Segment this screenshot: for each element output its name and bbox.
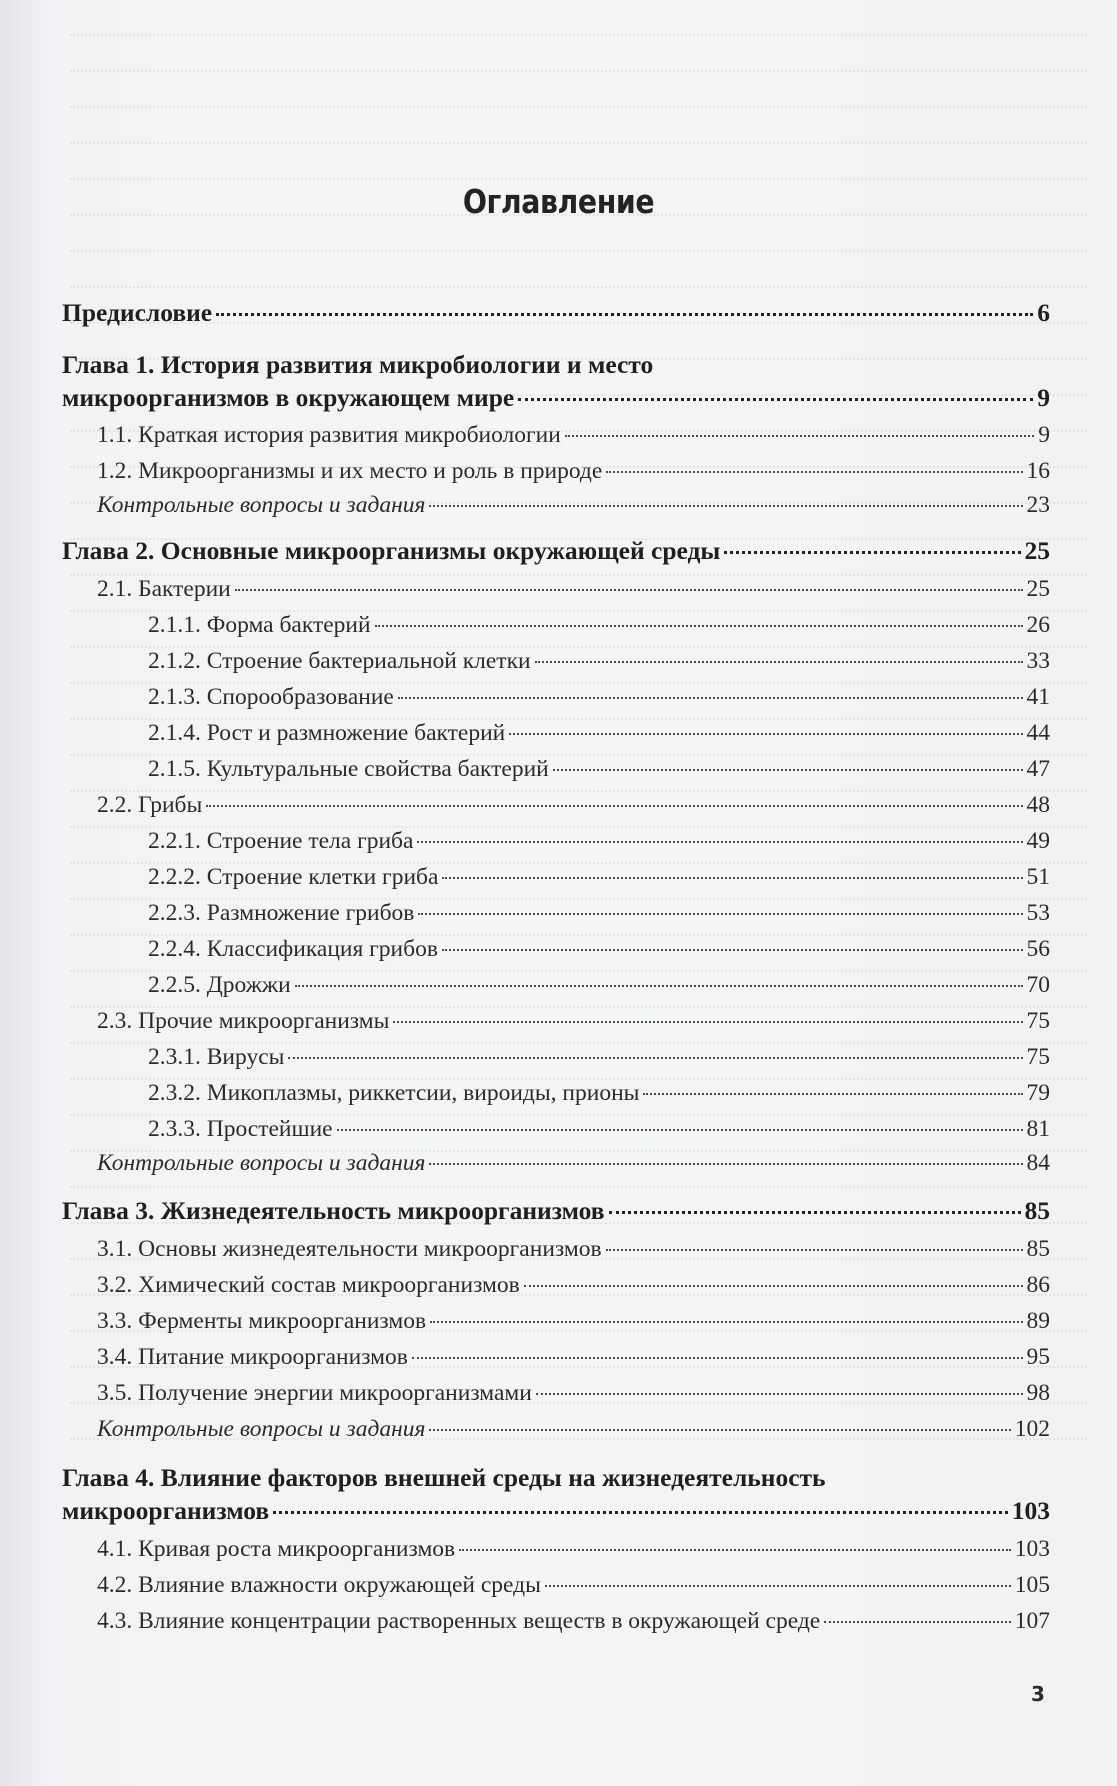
toc-chapter-1-title-line[interactable]: Глава 1. История развития микробиологии и место: [62, 350, 654, 379]
bleed-through-line: [70, 1184, 1087, 1188]
leader-dots: [609, 1211, 1021, 1214]
toc-entry-label: 4.2. Влияние влажности окружающей среды: [97, 1572, 541, 1598]
leader-dots: [442, 877, 1022, 879]
leader-dots: [235, 589, 1023, 591]
toc-entry-page: 9: [1037, 383, 1050, 412]
toc-entry-label: 1.2. Микроорганизмы и их место и роль в природе: [97, 458, 603, 484]
toc-entry-label: 2.3. Прочие микроорганизмы: [97, 1008, 390, 1034]
toc-entry-page: 6: [1037, 298, 1050, 327]
toc-entry-page: 9: [1038, 422, 1050, 448]
toc-entry-2-1-5[interactable]: [148, 754, 1050, 784]
toc-entry-page: 103: [1011, 1496, 1050, 1525]
toc-entry-label: 4.3. Влияние концентрации растворенных веществ в окружающей среде: [97, 1608, 821, 1634]
toc-entry-page: 51: [1026, 864, 1050, 890]
toc-entry-label: 2.3.1. Вирусы: [148, 1044, 285, 1070]
toc-entry-1-2[interactable]: [97, 456, 1050, 486]
toc-entry-label: 2.1.2. Строение бактериальной клетки: [148, 648, 531, 674]
toc-entry-label: Глава 2. Основные микроорганизмы окружающей среды: [62, 536, 721, 565]
toc-entry-2-2-2[interactable]: [148, 862, 1050, 892]
toc-entry-page: 85: [1026, 1236, 1050, 1262]
toc-entry-page: 95: [1026, 1344, 1050, 1370]
toc-entry-label: 3.2. Химический состав микроорганизмов: [97, 1272, 520, 1298]
leader-dots: [288, 1057, 1022, 1059]
toc-entry-2-3[interactable]: [97, 1006, 1050, 1036]
toc-entry-label: Контрольные вопросы и задания: [97, 1150, 426, 1176]
leader-dots: [536, 1393, 1023, 1395]
page-number: 3: [1031, 1682, 1045, 1706]
toc-entry-3-4[interactable]: [97, 1342, 1050, 1372]
toc-entry-label: 2.2. Грибы: [97, 792, 203, 818]
toc-entry-2-1-2[interactable]: [148, 646, 1050, 676]
leader-dots: [606, 1249, 1023, 1251]
toc-entry-questions-1[interactable]: [97, 490, 1050, 520]
toc-entry-2-2-5[interactable]: [148, 970, 1050, 1000]
toc-entry-page: 102: [1014, 1416, 1050, 1442]
toc-entry-page: 25: [1024, 536, 1050, 565]
toc-entry-label: 3.3. Ферменты микроорганизмов: [97, 1308, 427, 1334]
toc-entry-page: 33: [1026, 648, 1050, 674]
leader-dots: [429, 1429, 1010, 1431]
toc-entry-page: 16: [1026, 458, 1050, 484]
toc-entry-page: 56: [1026, 936, 1050, 962]
toc-chapter-4-title-line[interactable]: Глава 4. Влияние факторов внешней среды на жизнедеятельность: [62, 1463, 826, 1492]
leader-dots: [535, 661, 1023, 663]
leader-dots: [429, 505, 1022, 507]
leader-dots: [724, 551, 1020, 554]
bleed-through-line: [70, 176, 1087, 180]
toc-entry-label: 2.2.4. Классификация грибов: [148, 936, 438, 962]
bleed-through-line: [70, 68, 1087, 72]
leader-dots: [337, 1129, 1023, 1131]
toc-entry-2-1-1[interactable]: [148, 610, 1050, 640]
toc-entry-chapter-2[interactable]: [62, 536, 1050, 566]
leader-dots: [295, 985, 1023, 987]
toc-entry-label: 2.2.3. Размножение грибов: [148, 900, 415, 926]
toc-entry-2-2-4[interactable]: [148, 934, 1050, 964]
toc-entry-label: 2.1. Бактерии: [97, 576, 231, 602]
toc-entry-page: 44: [1026, 720, 1050, 746]
toc-entry-2-2[interactable]: [97, 790, 1050, 820]
toc-entry-page: 23: [1026, 492, 1050, 518]
toc-entry-page: 48: [1026, 792, 1050, 818]
toc-entry-label: 1.1. Краткая история развития микробиологии: [97, 422, 561, 448]
toc-entry-2-1-3[interactable]: [148, 682, 1050, 712]
leader-dots: [417, 841, 1022, 843]
toc-entry-page: 89: [1026, 1308, 1050, 1334]
leader-dots: [509, 733, 1022, 735]
toc-entry-chapter-1[interactable]: [62, 383, 1050, 413]
toc-entry-2-1[interactable]: [97, 574, 1050, 604]
toc-entry-page: 103: [1014, 1536, 1050, 1562]
leader-dots: [459, 1549, 1011, 1551]
toc-entry-page: 86: [1026, 1272, 1050, 1298]
leader-dots: [553, 769, 1023, 771]
toc-entry-label: 2.1.1. Форма бактерий: [148, 612, 371, 638]
toc-entry-page: 98: [1026, 1380, 1050, 1406]
toc-entry-page: 84: [1026, 1150, 1050, 1176]
toc-entry-label: Предисловие: [62, 298, 213, 327]
toc-entry-page: 25: [1026, 576, 1050, 602]
toc-entry-preface[interactable]: [62, 298, 1050, 328]
toc-entry-label: 2.2.1. Строение тела гриба: [148, 828, 414, 854]
leader-dots: [643, 1093, 1022, 1095]
toc-entry-2-3-2[interactable]: [148, 1078, 1050, 1108]
toc-entry-4-3[interactable]: [97, 1606, 1050, 1636]
leader-dots: [524, 1285, 1023, 1287]
bleed-through-line: [70, 104, 1087, 108]
leader-dots: [442, 949, 1023, 951]
toc-entry-page: 41: [1026, 684, 1050, 710]
leader-dots: [429, 1163, 1022, 1165]
toc-entry-questions-3[interactable]: [97, 1414, 1050, 1444]
toc-entry-label: 2.1.4. Рост и размножение бактерий: [148, 720, 506, 746]
toc-entry-2-1-4[interactable]: [148, 718, 1050, 748]
toc-entry-label: Глава 3. Жизнедеятельность микроорганизмов: [62, 1196, 605, 1225]
toc-entry-label: 2.2.5. Дрожжи: [148, 972, 291, 998]
toc-entry-chapter-3[interactable]: [62, 1196, 1050, 1226]
leader-dots: [398, 697, 1023, 699]
bleed-through-line: [70, 284, 1087, 288]
toc-entry-1-1[interactable]: [97, 420, 1050, 450]
toc-entry-2-3-1[interactable]: [148, 1042, 1050, 1072]
toc-entry-3-3[interactable]: [97, 1306, 1050, 1336]
bleed-through-line: [70, 248, 1087, 252]
toc-entry-label: 2.3.3. Простейшие: [148, 1116, 333, 1142]
page-title: Оглавление: [462, 182, 655, 221]
leader-dots: [606, 471, 1022, 473]
leader-dots: [273, 1511, 1008, 1514]
leader-dots: [518, 398, 1033, 401]
toc-entry-label: 4.1. Кривая роста микроорганизмов: [97, 1536, 456, 1562]
toc-entry-2-2-3[interactable]: [148, 898, 1050, 928]
leader-dots: [216, 313, 1033, 316]
toc-entry-page: 75: [1026, 1008, 1050, 1034]
leader-dots: [412, 1357, 1023, 1359]
toc-entry-label: 2.3.2. Микоплазмы, риккетсии, вироиды, прионы: [148, 1080, 640, 1106]
toc-entry-page: 79: [1026, 1080, 1050, 1106]
toc-entry-label: микроорганизмов в окружающем мире: [62, 383, 515, 412]
toc-entry-page: 53: [1026, 900, 1050, 926]
toc-entry-label: 2.1.3. Спорообразование: [148, 684, 394, 710]
leader-dots: [565, 435, 1034, 437]
toc-entry-label: 2.1.5. Культуральные свойства бактерий: [148, 756, 549, 782]
toc-entry-3-1[interactable]: [97, 1234, 1050, 1264]
bleed-through-line: [70, 140, 1087, 144]
leader-dots: [430, 1321, 1022, 1323]
toc-entry-3-5[interactable]: [97, 1378, 1050, 1408]
toc-entry-label: 3.4. Питание микроорганизмов: [97, 1344, 408, 1370]
toc-entry-label: Контрольные вопросы и задания: [97, 492, 426, 518]
toc-entry-page: 105: [1014, 1572, 1050, 1598]
toc-entry-label: Контрольные вопросы и задания: [97, 1416, 426, 1442]
leader-dots: [824, 1621, 1011, 1623]
toc-entry-page: 47: [1026, 756, 1050, 782]
leader-dots: [418, 913, 1022, 915]
toc-entry-page: 85: [1024, 1196, 1050, 1225]
toc-entry-4-1[interactable]: [97, 1534, 1050, 1564]
toc-entry-page: 26: [1026, 612, 1050, 638]
toc-entry-4-2[interactable]: [97, 1570, 1050, 1600]
toc-entry-questions-2[interactable]: [97, 1148, 1050, 1178]
toc-entry-label: 2.2.2. Строение клетки гриба: [148, 864, 439, 890]
toc-entry-page: 49: [1026, 828, 1050, 854]
toc-entry-2-3-3[interactable]: [148, 1114, 1050, 1144]
toc-entry-page: 81: [1026, 1116, 1050, 1142]
toc-entry-label: 3.1. Основы жизнедеятельности микроорганизмов: [97, 1236, 602, 1262]
leader-dots: [375, 625, 1023, 627]
toc-entry-page: 70: [1026, 972, 1050, 998]
toc-entry-3-2[interactable]: [97, 1270, 1050, 1300]
toc-entry-label: микроорганизмов: [62, 1496, 270, 1525]
toc-entry-chapter-4[interactable]: [62, 1496, 1050, 1526]
bleed-through-line: [70, 32, 1087, 36]
leader-dots: [545, 1585, 1011, 1587]
toc-entry-page: 75: [1026, 1044, 1050, 1070]
toc-entry-label: 3.5. Получение энергии микроорганизмами: [97, 1380, 532, 1406]
leader-dots: [393, 1021, 1022, 1023]
toc-entry-page: 107: [1014, 1608, 1050, 1634]
toc-entry-2-2-1[interactable]: [148, 826, 1050, 856]
leader-dots: [206, 805, 1022, 807]
